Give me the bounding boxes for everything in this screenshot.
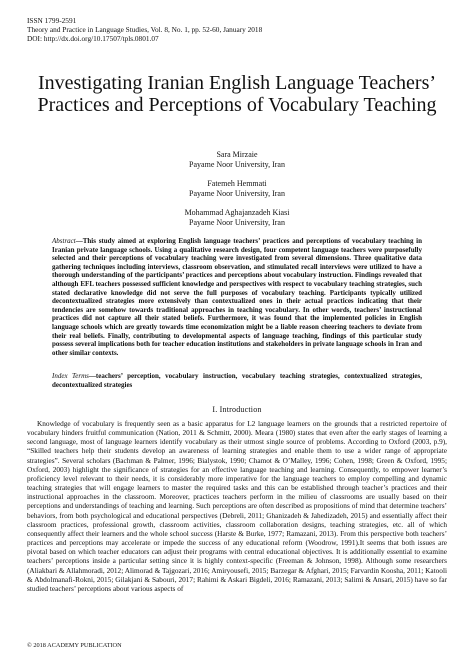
index-terms-text: —teachers’ perception, vocabulary instruction, vocabulary teaching strategies, contextualized strategies, decontextualized strategies [52, 372, 422, 389]
author-name: Mohammad Aghajanzadeh Kiasi [184, 208, 290, 217]
introduction-paragraph: Knowledge of vocabulary is frequently seen as a basic apparatus for L2 language learners on the grounds that a restricted repertoire of vocabulary hinders fruitful communication (Nation, 2011 & Schmitt, 2000). Meara (1980) states that even after the early stages of learning a second language, most of language learners identify vocabulary as their utmost single source of problems. According to Oxford (2003, p.9), “Skilled teachers help their students develop an awareness of learning strategies and enable them to use a wider range of appropriate strategies”. Several scholars (Bachman & Palmer, 1996; Bialystok, 1990; Chamot & O’Malley, 1996; Cohen, 1998; Green & Oxford, 1995; Oxford, 2003) highlight the significance of strategies for an effective language teaching and learning. Consequently, to empower learner’s proficiency level relevant to their needs, it is considerably more imperative for the language teachers to employ compelling and dynamic teaching strategies that will engage learners to master the required tasks and this can be established through teacher’s practices and their instructional approaches in the classroom. Moreover, practices teachers perform in the milieu of classrooms are usually based on their perceptions and understandings of teaching and learning. Such perceptions are often described as propositions of mind that determine teachers’ behaviors, from both psychological and educational perspectives (Debreli, 2011; Ghanizadeh & Jahedizadeh, 2015) and essentially affect their classroom practices, professional growth, classroom activities, classroom collaboration designs, teaching strategies, etc. all of which consequently affect their learners and the whole school success (Harste & Burke, 1977; Ramazani, 2013). From this perspective both teachers’ practices and perceptions may accelerate or impede the success of any educational reform (Woodrow, 1991).It seems that both issues are pivotal based on which teacher educators can adjust their programs with central educational objectives. It is additionally essential to examine teachers’ perceptions inside a particular setting since it is highly context-specific (Freeman & Johnson, 1998). Although some researchers (Aliakbari & Allahmoradi, 2012; Alimorad & Tajgozari, 2016; Amiryousefi, 2015; Barzegar & Afghari, 2015; Farvardin Koosha, 2011; Katooli & Abdolmanafi-Rokni, 2015; Gilakjani & Sabouri, 2017; Rahimi & Askari Bigdeli, 2016; Ramazani, 2013; Salimi & Ansari, 2015) have so far studied teachers’ perceptions about various aspects of [27, 419, 447, 593]
author-entry [27, 208, 447, 228]
paper-title: Investigating Iranian English Language Teachers’ Practices and Perceptions of Vocabulary Teaching [37, 72, 437, 116]
abstract [52, 237, 422, 357]
author-block [27, 150, 447, 237]
issn-line: ISSN 1799-2591 [27, 16, 77, 25]
author-affiliation: Payame Noor University, Iran [189, 160, 285, 169]
author-entry [27, 150, 447, 170]
author-affiliation: Payame Noor University, Iran [189, 218, 285, 227]
author-name: Sara Mirzaie [216, 150, 258, 159]
index-terms-label: Index Terms [52, 372, 89, 380]
journal-citation-line: Theory and Practice in Language Studies, Vol. 8, No. 1, pp. 52-60, January 2018 [27, 25, 263, 34]
author-affiliation: Payame Noor University, Iran [189, 189, 285, 198]
author-name: Fatemeh Hemmati [207, 179, 267, 188]
journal-header [27, 16, 447, 43]
copyright-footer: © 2018 ACADEMY PUBLICATION [27, 642, 122, 649]
author-entry [27, 179, 447, 199]
abstract-text: —This study aimed at exploring English language teachers’ practices and perceptions of vocabulary teaching in Iranian private language schools. Using a qualitative research design, four competent language teachers were purposefully selected and their perceptions of vocabulary teaching were investigated from several dimensions. Three qualitative data gathering techniques including interviews, classroom observation, and stimulated recall interviews were utilized to have a thorough understanding of the participants’ practices and perceptions about vocabulary instruction. Findings revealed that although EFL teachers possessed sufficient knowledge and perspectives with respect to vocabulary teaching strategies, such stated declarative knowledge did not serve the full purposes of vocabulary teaching. Participants typically utilized decontextualized strategies more extensively than contextualized ones in their actual practices indicating that their tendencies are somehow towards traditional approaches in teaching vocabulary. In other words, teachers’ instructional practices did not capture all their stated beliefs. Furthermore, it was found that the implemented policies in English language schools which are greatly towards time economization might be a liable reason cheering teachers to deviate from their real beliefs. Finally, contributing to developmental aspects of language teaching, findings of this particular study possess several implications both for teacher education institutions and stakeholders in private language schools in Iran and other similar contexts. [52, 237, 422, 357]
index-terms [52, 372, 422, 389]
section-heading-introduction: I. Introduction [212, 405, 262, 414]
doi-line: DOI: http://dx.doi.org/10.17507/tpls.0801.07 [27, 34, 159, 43]
abstract-label: Abstract [52, 237, 76, 245]
